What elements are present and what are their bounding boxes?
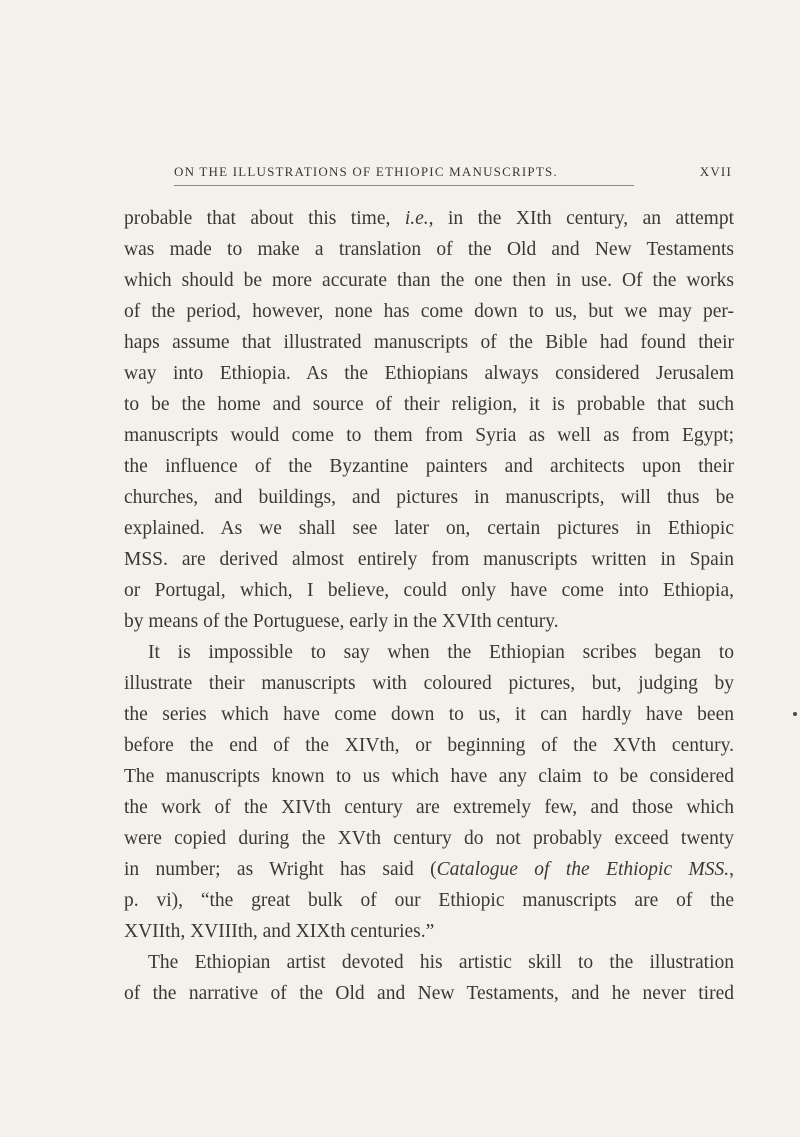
text-line: way into Ethiopia. As the Ethiopians always considered Jerusalem (124, 363, 734, 384)
body-text (124, 203, 734, 1009)
ink-speck (793, 712, 797, 716)
text-line: explained. As we shall see later on, certain pictures in Ethiopic (124, 518, 734, 539)
text-line: the series which have come down to us, it can hardly have been (124, 704, 734, 725)
text-line: churches, and buildings, and pictures in manuscripts, will thus be (124, 487, 734, 508)
text-line: XVIIth, XVIIIth, and XIXth centuries.” (124, 921, 435, 942)
text-line: the work of the XIVth century are extremely few, and those which (124, 797, 734, 818)
text-line: It is impossible to say when the Ethiopian scribes began to (148, 642, 734, 663)
text-line: the influence of the Byzantine painters and architects upon their (124, 456, 734, 477)
text-line: in number; as Wright has said (Catalogue of the Ethiopic MSS., (124, 859, 734, 880)
text-line: of the period, however, none has come down to us, but we may per- (124, 301, 734, 322)
text-line: to be the home and source of their religion, it is probable that such (124, 394, 734, 415)
text-line: were copied during the XVth century do not probably exceed twenty (124, 828, 734, 849)
text-line: MSS. are derived almost entirely from manuscripts written in Spain (124, 549, 734, 570)
page-number: XVII (699, 164, 732, 179)
text-line: The manuscripts known to us which have any claim to be considered (124, 766, 734, 787)
header-rule (174, 185, 634, 186)
text-line: manuscripts would come to them from Syria as well as from Egypt; (124, 425, 734, 446)
text-line: or Portugal, which, I believe, could only have come into Ethiopia, (124, 580, 734, 601)
running-head-title: ON THE ILLUSTRATIONS OF ETHIOPIC MANUSCRIPTS. (174, 164, 558, 179)
text-line: which should be more accurate than the one then in use. Of the works (124, 270, 734, 291)
text-line: p. vi), “the great bulk of our Ethiopic manuscripts are of the (124, 890, 734, 911)
text-line: was made to make a translation of the Old and New Testaments (124, 239, 734, 260)
text-line: haps assume that illustrated manuscripts of the Bible had found their (124, 332, 734, 353)
text-line: of the narrative of the Old and New Testaments, and he never tired (124, 983, 734, 1004)
text-line: by means of the Portuguese, early in the XVIth century. (124, 611, 559, 632)
text-line: The Ethiopian artist devoted his artistic skill to the illustration (148, 952, 734, 973)
running-head (174, 164, 732, 184)
text-line: illustrate their manuscripts with coloured pictures, but, judging by (124, 673, 734, 694)
text-line: probable that about this time, i.e., in the XIth century, an attempt (124, 208, 734, 229)
text-line: before the end of the XIVth, or beginning of the XVth century. (124, 735, 734, 756)
